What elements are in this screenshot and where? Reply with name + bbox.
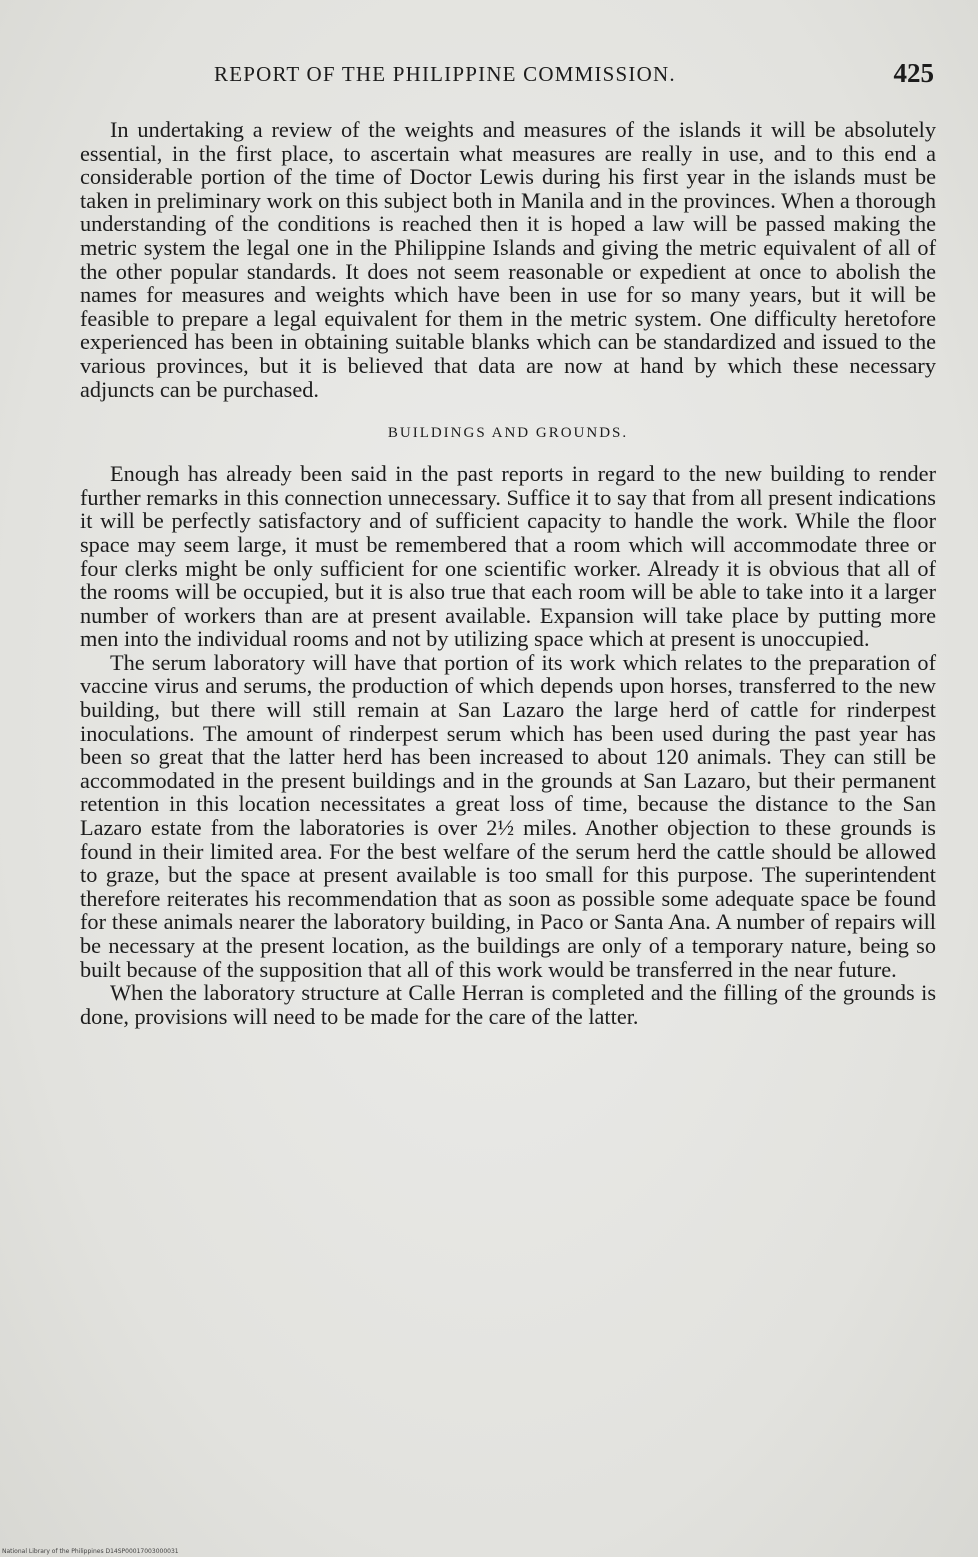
paragraph-new-building: Enough has already been said in the past reports in regard to the new building to render further remarks in this connection unnecessary. Suffice it to say that from all present indications it will be perfectly satisfactory and of sufficient capacity to handle the work. While the floor space may seem large, it must be remembered that a room which will accommodate three or four clerks might be only sufficient for one scientific worker. Already it is obvious that all of the rooms will be occupied, but it is also true that each room will be able to take into it a larger number of workers than are at present available. Expansion will take place by putting more men into the individual rooms and not by utilizing space which at present is unoccupied. xyxy=(80,461,936,652)
body-text xyxy=(80,118,936,1028)
paragraph-weights-measures: In undertaking a review of the weights and measures of the islands it will be absolutely essential, in the first place, to ascertain what measures are really in use, and to this end a considerable portion of the time of Doctor Lewis during his first year in the islands must be taken in preliminary work on this subject both in Manila and in the provinces. When a thorough understanding of the conditions is reached then it is hoped a law will be passed making the metric system the legal one in the Philippine Islands and giving the metric equivalent of all of the other popular standards. It does not seem reasonable or expedient at once to abolish the names for measures and weights which have been in use for so many years, but it will be feasible to prepare a legal equivalent for them in the metric system. One difficulty heretofore experienced has been in obtaining suitable blanks which can be standardized and issued to the various provinces, but it is believed that data are now at hand by which these necessary adjuncts can be purchased. xyxy=(80,117,936,402)
footer-watermark: National Library of the Philippines D14SP00017003000031 xyxy=(2,1548,179,1555)
section-heading: BUILDINGS AND GROUNDS. xyxy=(387,425,629,442)
paragraph-serum-laboratory: The serum laboratory will have that portion of its work which relates to the preparation of vaccine virus and serums, the production of which depends upon horses, transferred to the new building, but there will still remain at San Lazaro the large herd of cattle for rinderpest inoculations. The amount of rinderpest serum which has been used during the past year has been so great that the latter herd has been increased to about 120 animals. They can still be accommodated in the present buildings and in the grounds at San Lazaro, but their permanent retention in this location necessitates a great loss of time, because the distance to the San Lazaro estate from the laboratories is over 2½ miles. Another objection to these grounds is found in their limited area. For the best welfare of the serum herd the cattle should be allowed to graze, but the space at present available is too small for this purpose. The superintendent therefore reiterates his recommendation that as soon as possible some adequate space be found for these animals nearer the laboratory building, in Paco or Santa Ana. A number of repairs will be necessary at the present location, as the buildings are only of a temporary nature, being so built because of the supposition that all of this work would be transferred in the near future. xyxy=(80,649,936,982)
page-header xyxy=(80,58,940,96)
running-head: REPORT OF THE PHILIPPINE COMMISSION. xyxy=(214,62,676,86)
paragraph-calle-herran: When the laboratory structure at Calle Herran is completed and the filling of the grounds is done, provisions will need to be made for the care of the latter. xyxy=(80,980,936,1029)
page-number: 425 xyxy=(893,58,934,88)
